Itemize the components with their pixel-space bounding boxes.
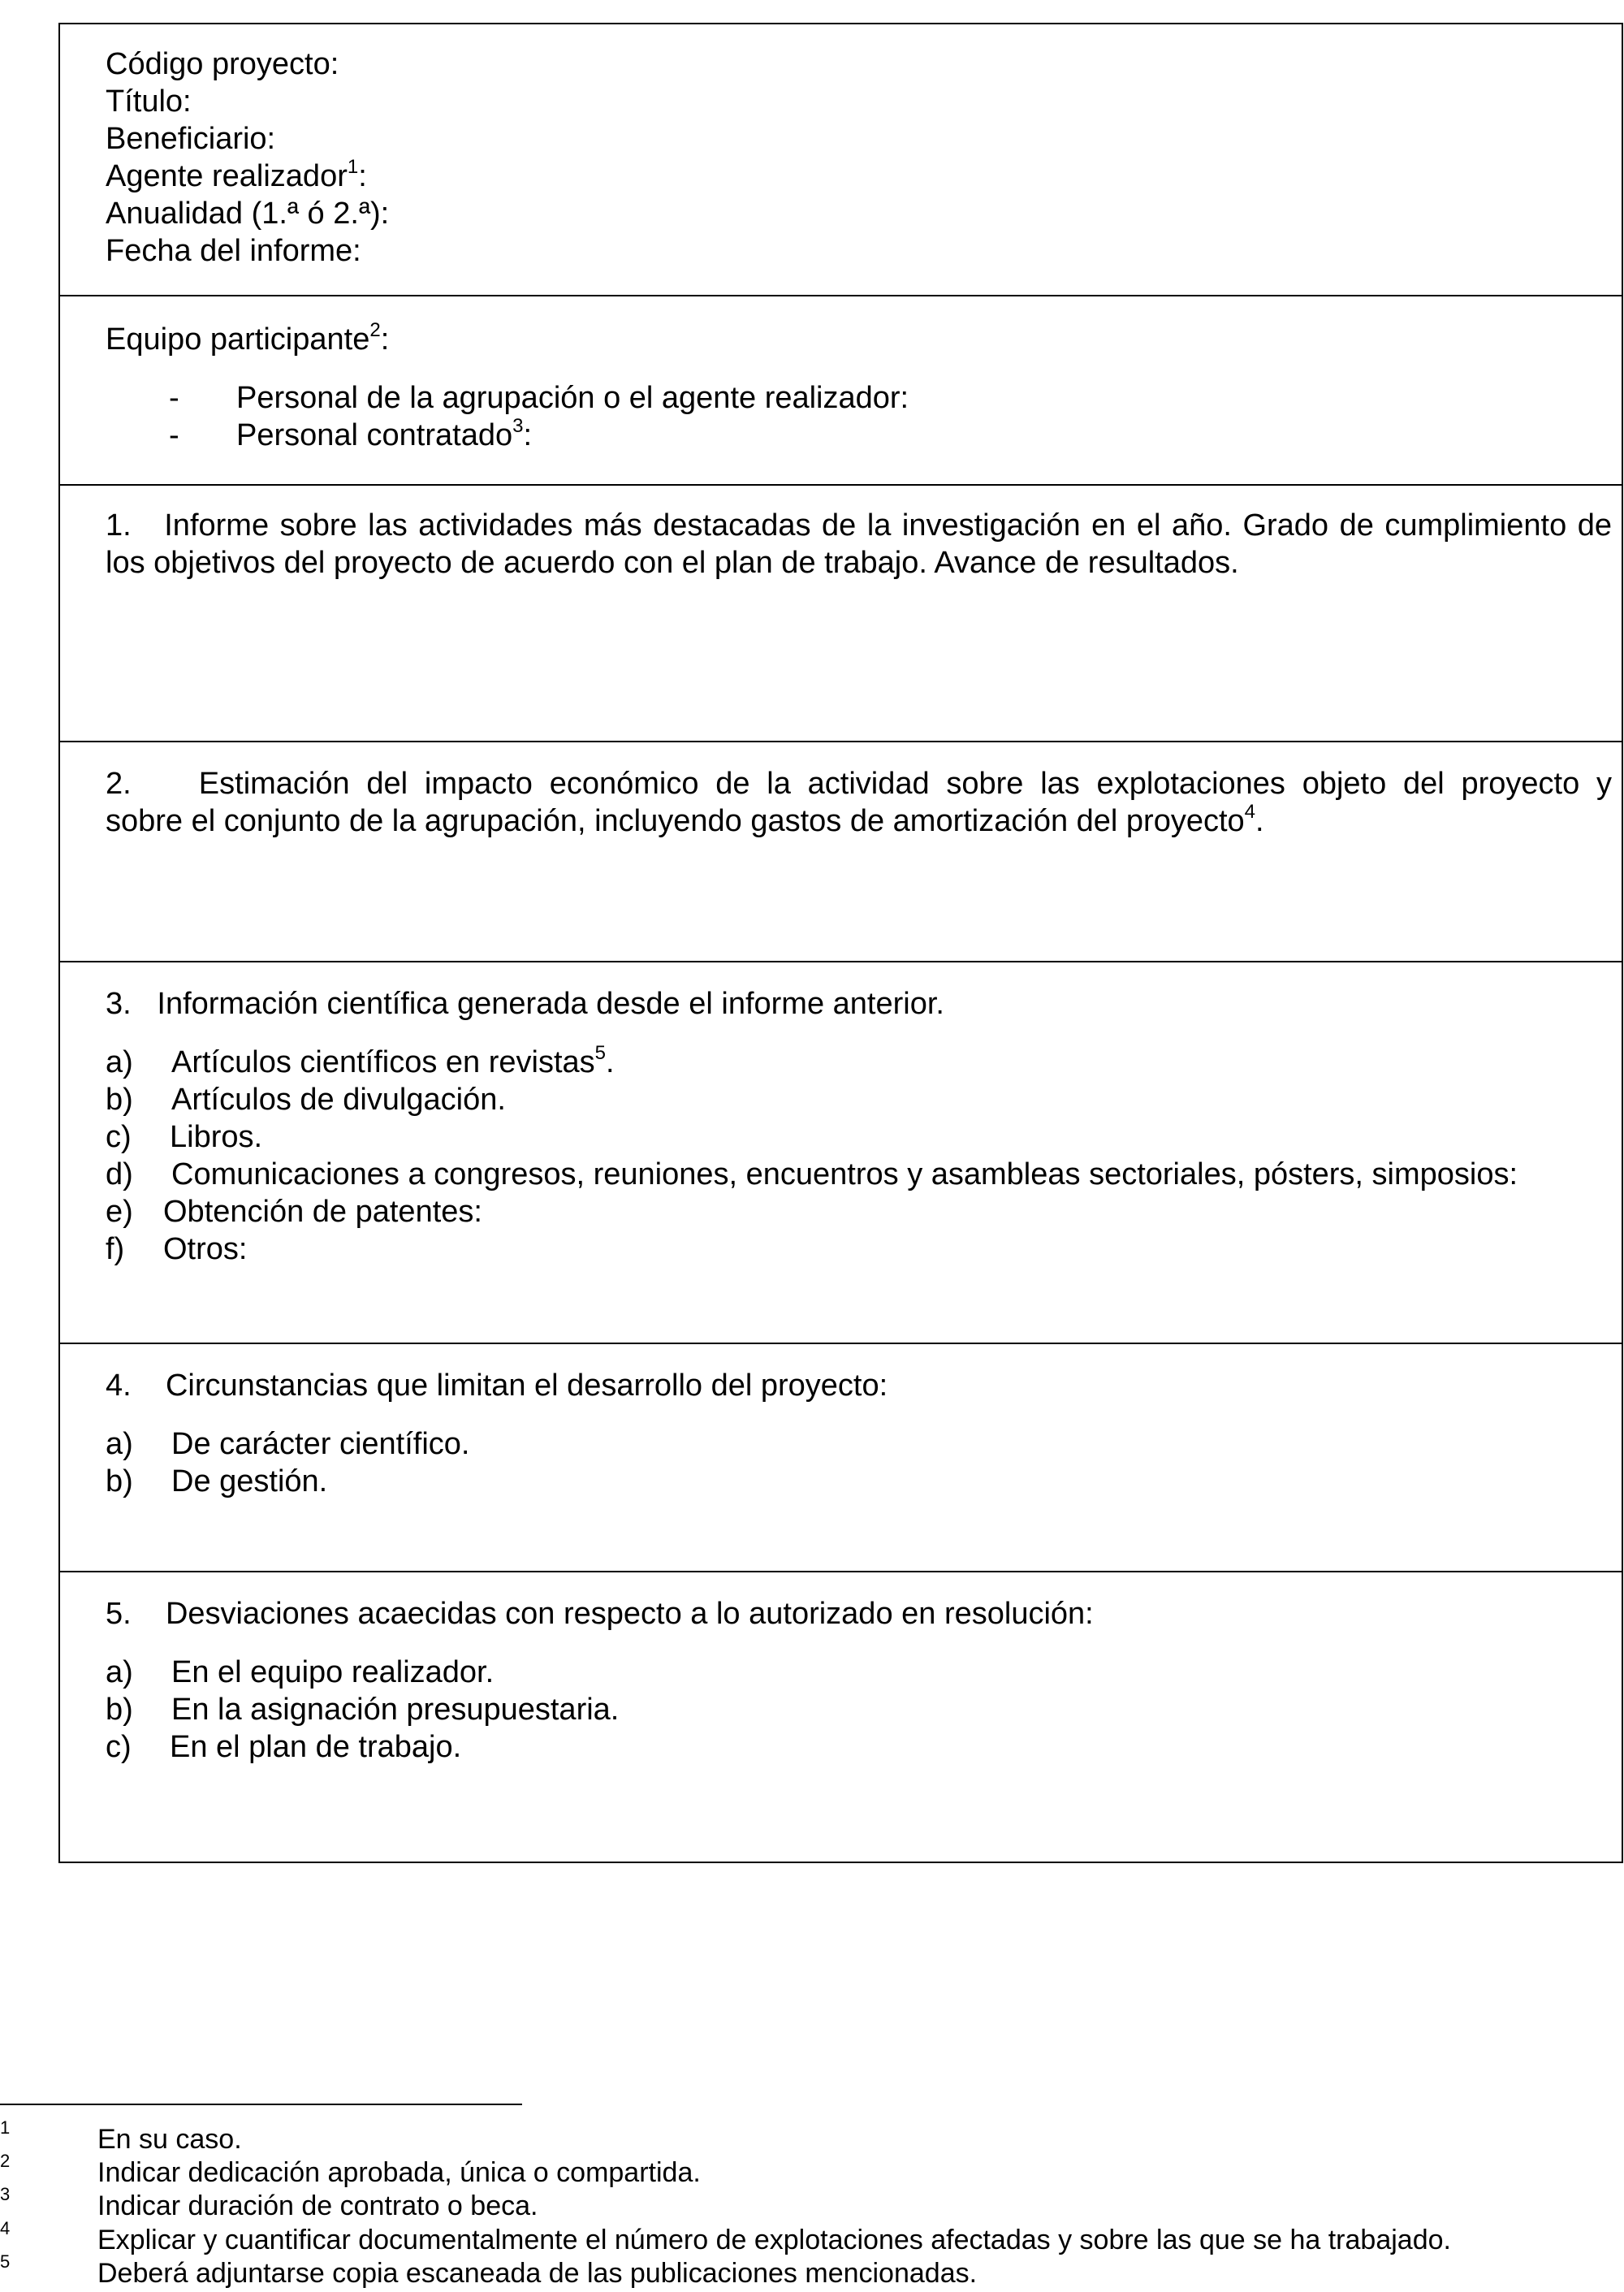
footnote-text: Indicar dedicación aprobada, única o compartida.: [97, 2157, 701, 2188]
footnote-text: Indicar duración de contrato o beca.: [97, 2190, 538, 2221]
equipo-title: Equipo participante$^2$:: [106, 319, 390, 357]
section-3-item-letter: b): [106, 1083, 133, 1117]
section-4-number: 4.: [106, 1369, 132, 1403]
footnote-separator: [0, 2104, 522, 2105]
section-3-item-letter: a): [106, 1045, 133, 1079]
section-5-item-letter: a): [106, 1655, 133, 1689]
equipo-item-personal-agrupacion: Personal de la agrupación o el agente realizador:: [236, 381, 909, 415]
section-3-item-articulos-cientificos: Artículos científicos en revistas$^5$.: [171, 1042, 615, 1079]
section-3-item-letter: c): [106, 1120, 132, 1154]
section-5-title: 5. Desviaciones acaecidas con respecto a lo autorizado en resolución:: [106, 1597, 1094, 1631]
section-3-item-divulgacion: Artículos de divulgación.: [171, 1083, 506, 1117]
section-2-line2: sobre el conjunto de la agrupación, incluyendo gastos de amortización del proyecto$^4$.: [106, 801, 1264, 838]
header-section: [60, 24, 1622, 296]
footnote-text: Explicar y cuantificar documentalmente el número de explotaciones afectadas y sobre las que se ha trabajado.: [97, 2225, 1451, 2255]
agente-label: Agente realizador$^1$:: [106, 156, 367, 193]
section-4-item-cientifico: De carácter científico.: [171, 1427, 470, 1461]
equipo-dash: -: [169, 381, 179, 415]
section-5-number: 5.: [106, 1597, 132, 1631]
footnote-number: 2: [0, 2151, 11, 2171]
fecha-label: Fecha del informe:: [106, 234, 361, 268]
section-5-item-plan: En el plan de trabajo.: [170, 1730, 462, 1764]
footnote-text: Deberá adjuntarse copia escaneada de las publicaciones mencionadas.: [97, 2258, 978, 2289]
section-3-number: 3.: [106, 987, 132, 1021]
section-3-title: 3. Información científica generada desde el informe anterior.: [106, 987, 944, 1021]
section-1-number: 1.: [106, 508, 132, 543]
section-4-title: 4. Circunstancias que limitan el desarrollo del proyecto:: [106, 1369, 888, 1403]
section-1-text: 1. Informe sobre las actividades más destacadas de la investigación en el año. Grado de cumplimiento de los objetivos del proyecto de acuerdo con el plan de trabajo. Avance de resultados.: [106, 508, 1612, 580]
section-4: [60, 1344, 1622, 1572]
section-5-item-letter: b): [106, 1693, 133, 1727]
titulo-label: Título:: [106, 84, 192, 119]
equipo-dash: -: [169, 418, 179, 452]
footnote-ref-5[interactable]: 5: [594, 1042, 607, 1065]
footnote-number: 4: [0, 2218, 11, 2238]
section-3-item-comunicaciones: Comunicaciones a congresos, reuniones, encuentros y asambleas sectoriales, pósters, simposios:: [171, 1157, 1518, 1191]
report-form-table: [58, 23, 1623, 1863]
section-4-item-gestion: De gestión.: [171, 1464, 328, 1498]
section-2: [60, 742, 1622, 962]
section-3-item-letter: e): [106, 1195, 133, 1229]
section-3-item-letter: d): [106, 1157, 133, 1191]
section-3: [60, 962, 1622, 1344]
equipo-item-personal-contratado: Personal contratado$^3$:: [236, 415, 533, 452]
section-5-item-presupuestaria: En la asignación presupuestaria.: [171, 1693, 620, 1727]
footnote-ref-3[interactable]: 3: [512, 415, 524, 438]
section-3-item-otros: Otros:: [163, 1232, 248, 1266]
section-1: [60, 486, 1622, 742]
codigo-label: Código proyecto:: [106, 47, 339, 81]
footnote-number: 5: [0, 2251, 11, 2272]
section-2-number: 2.: [106, 767, 132, 801]
footnote-ref-4[interactable]: 4: [1244, 801, 1256, 824]
beneficiario-label: Beneficiario:: [106, 122, 276, 156]
section-5: [60, 1572, 1622, 1863]
equipo-section: [60, 296, 1622, 486]
footnote-ref-1[interactable]: 1: [347, 156, 359, 179]
section-5-item-equipo: En el equipo realizador.: [171, 1655, 495, 1689]
footnote-text: En su caso.: [97, 2124, 242, 2155]
section-3-item-letter: f): [106, 1232, 125, 1266]
footnote-number: 1: [0, 2117, 11, 2138]
section-3-item-libros: Libros.: [170, 1120, 263, 1154]
section-4-item-letter: a): [106, 1427, 133, 1461]
footnote-ref-2[interactable]: 2: [369, 319, 381, 342]
section-3-item-patentes: Obtención de patentes:: [163, 1195, 482, 1229]
section-2-line1: 2. Estimación del impacto económico de la actividad sobre las explotaciones objeto del proyecto y: [106, 767, 1613, 801]
anualidad-label: Anualidad (1.ª ó 2.ª):: [106, 197, 390, 231]
section-4-item-letter: b): [106, 1464, 133, 1498]
footnote-number: 3: [0, 2184, 11, 2204]
section-5-item-letter: c): [106, 1730, 132, 1764]
